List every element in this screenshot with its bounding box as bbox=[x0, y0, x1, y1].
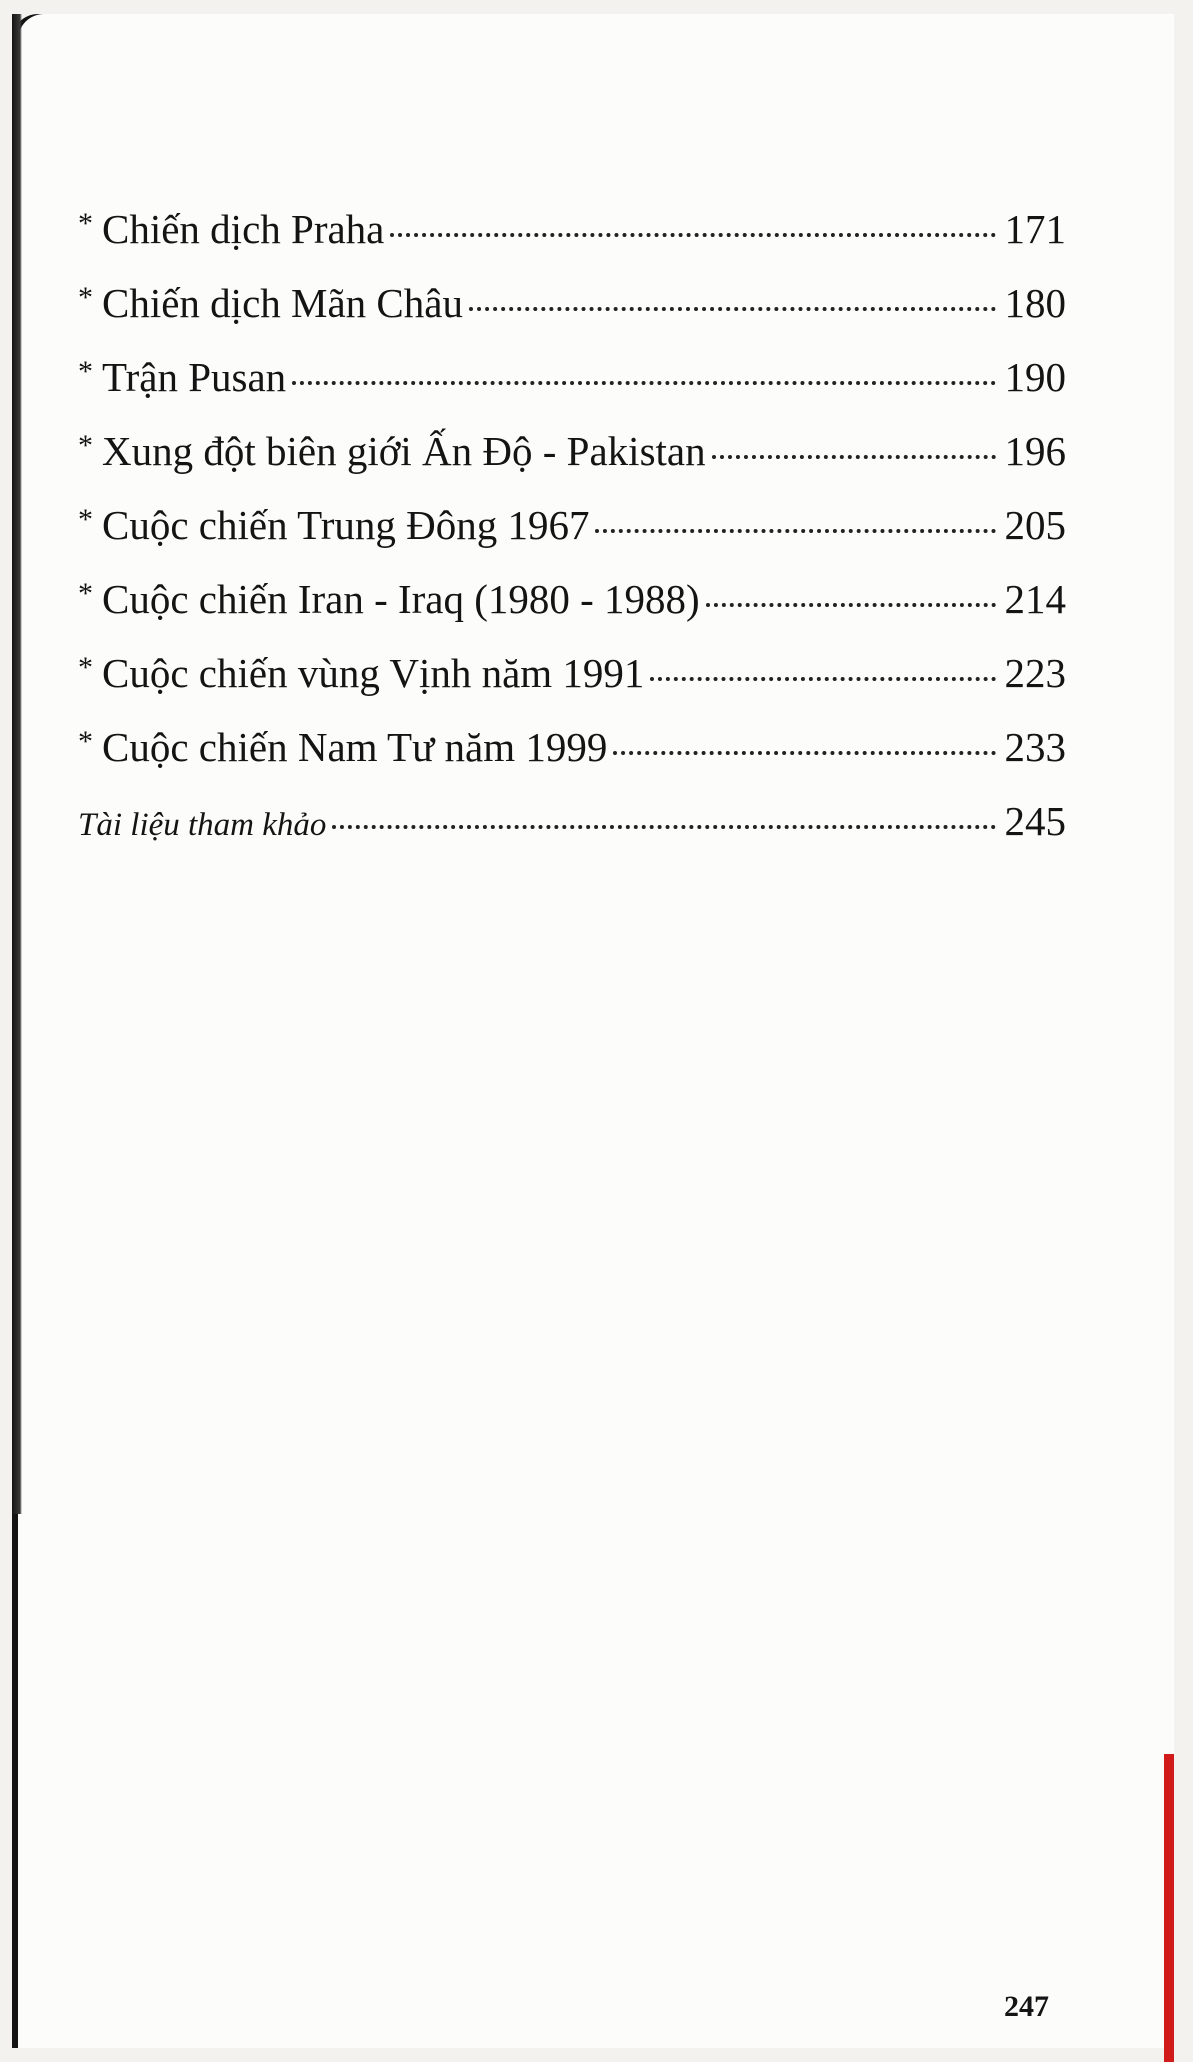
toc-entry-page: 190 bbox=[1004, 354, 1066, 400]
dot-leader bbox=[650, 677, 996, 681]
page-spine-shadow bbox=[12, 14, 22, 1514]
toc-entry bbox=[78, 340, 1066, 414]
toc-bullet: * bbox=[78, 503, 93, 536]
toc-entry-title: Tài liệu tham khảo bbox=[78, 807, 327, 843]
toc-entry-page: 214 bbox=[1004, 576, 1066, 622]
toc-entry bbox=[78, 710, 1066, 784]
table-of-contents bbox=[78, 192, 1066, 858]
toc-entry-page: 205 bbox=[1004, 502, 1066, 548]
dot-leader bbox=[390, 233, 996, 237]
cover-edge bbox=[1164, 1754, 1174, 2062]
toc-entry-title: Trận Pusan bbox=[102, 354, 287, 400]
toc-bullet: * bbox=[78, 429, 93, 462]
toc-bullet: * bbox=[78, 207, 93, 240]
toc-entry-title: Cuộc chiến Nam Tư năm 1999 bbox=[102, 724, 608, 770]
toc-entry-title: Chiến dịch Mãn Châu bbox=[102, 280, 463, 326]
page-number: 247 bbox=[1004, 1990, 1049, 2023]
toc-entry bbox=[78, 414, 1066, 488]
toc-entry-page: 233 bbox=[1004, 724, 1066, 770]
dot-leader bbox=[706, 603, 996, 607]
toc-entry-references bbox=[78, 784, 1066, 858]
toc-entry bbox=[78, 562, 1066, 636]
dot-leader bbox=[332, 825, 996, 829]
dot-leader bbox=[613, 751, 996, 755]
toc-entry bbox=[78, 636, 1066, 710]
dot-leader bbox=[712, 455, 996, 459]
toc-entry bbox=[78, 488, 1066, 562]
toc-bullet: * bbox=[78, 281, 93, 314]
dot-leader bbox=[292, 381, 996, 385]
toc-entry-page: 196 bbox=[1004, 428, 1066, 474]
toc-bullet: * bbox=[78, 577, 93, 610]
toc-entry-title: Cuộc chiến Iran - Iraq (1980 - 1988) bbox=[102, 576, 700, 622]
toc-entry-page: 171 bbox=[1004, 206, 1066, 252]
book-page bbox=[12, 14, 1174, 2048]
toc-entry-title: Xung đột biên giới Ấn Độ - Pakistan bbox=[102, 428, 706, 474]
toc-entry bbox=[78, 192, 1066, 266]
dot-leader bbox=[595, 529, 996, 533]
toc-entry-title: Cuộc chiến vùng Vịnh năm 1991 bbox=[102, 650, 645, 696]
toc-bullet: * bbox=[78, 651, 93, 684]
toc-entry-page: 223 bbox=[1004, 650, 1066, 696]
toc-entry bbox=[78, 266, 1066, 340]
toc-bullet: * bbox=[78, 355, 93, 388]
toc-entry-page: 245 bbox=[1004, 798, 1066, 844]
dot-leader bbox=[469, 307, 996, 311]
toc-entry-title: Cuộc chiến Trung Đông 1967 bbox=[102, 502, 590, 548]
toc-entry-title: Chiến dịch Praha bbox=[102, 206, 385, 252]
toc-bullet: * bbox=[78, 725, 93, 758]
toc-entry-page: 180 bbox=[1004, 280, 1066, 326]
